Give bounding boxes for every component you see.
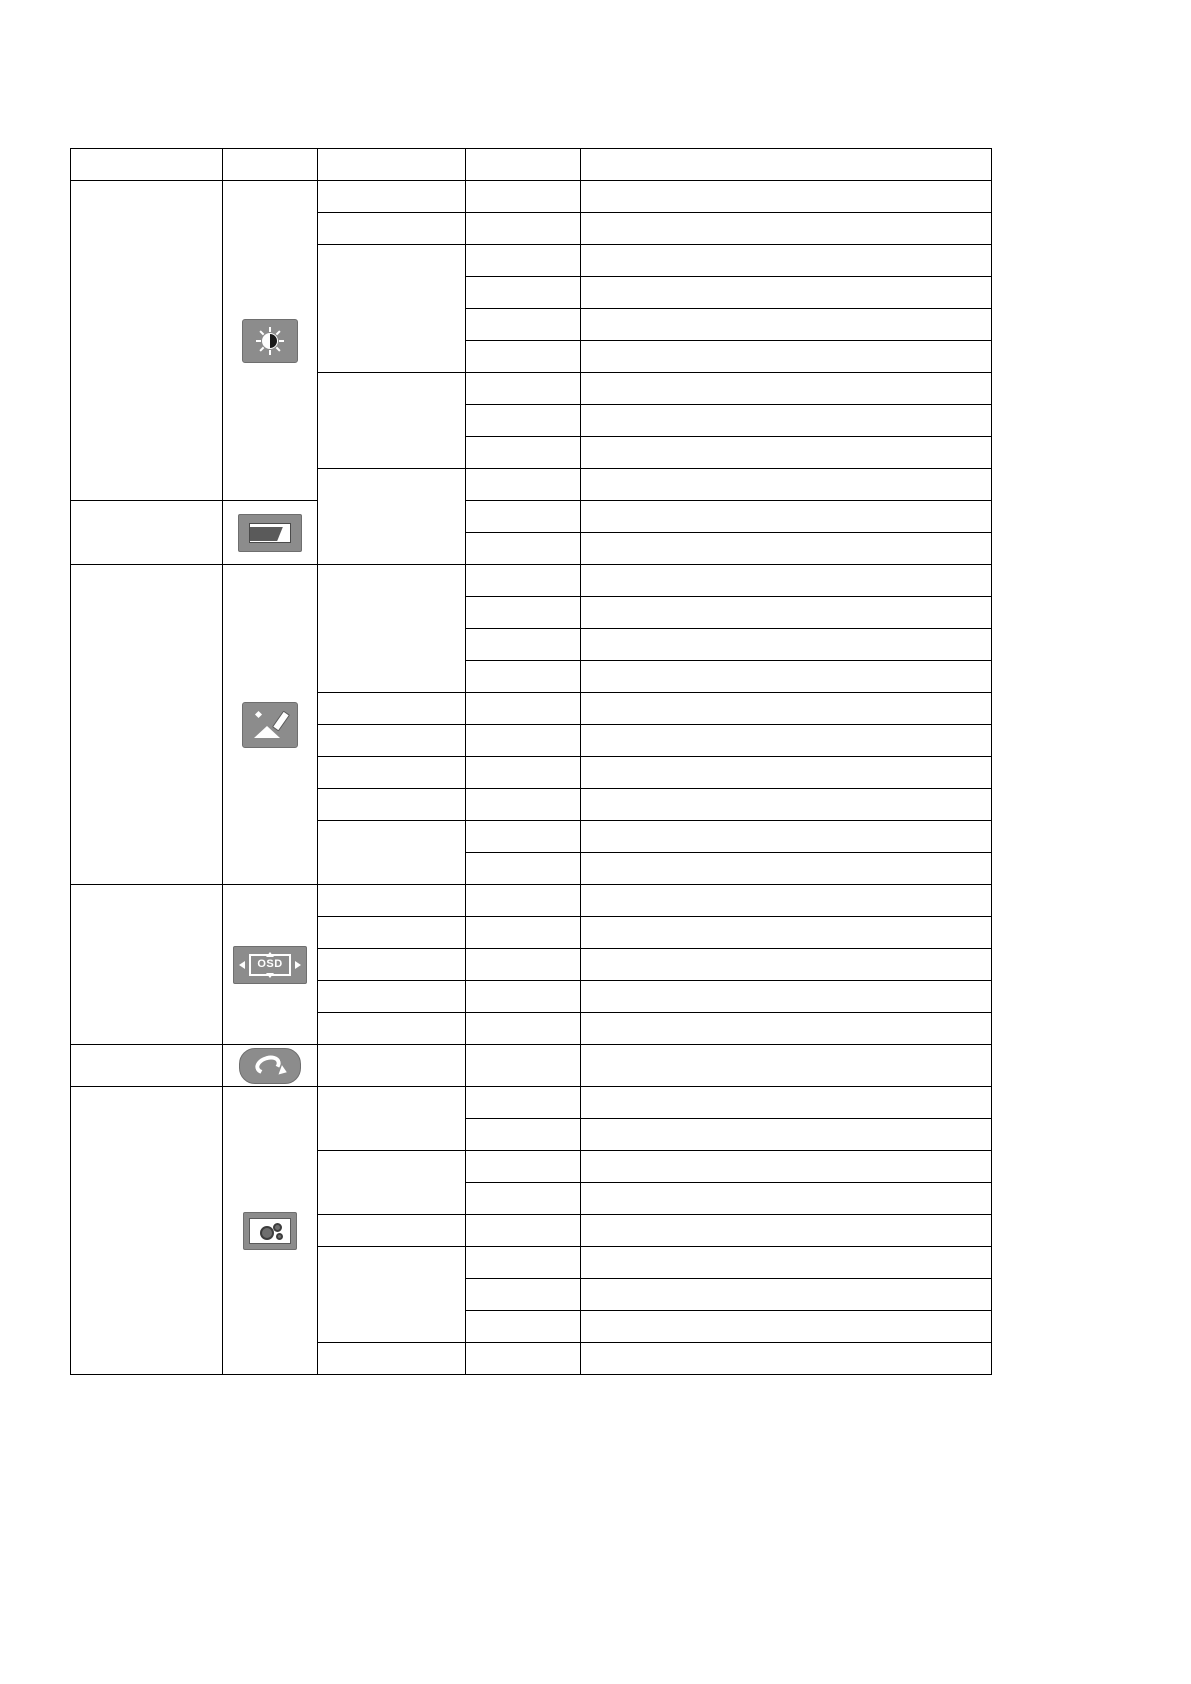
header-cell-menu — [71, 149, 223, 181]
table-row — [71, 501, 992, 533]
submenu-cell — [318, 181, 466, 213]
submenu-cell — [318, 917, 466, 949]
option-cell — [466, 725, 581, 757]
description-cell — [581, 917, 992, 949]
option-cell — [466, 1183, 581, 1215]
description-cell — [581, 405, 992, 437]
description-cell — [581, 1279, 992, 1311]
description-cell — [581, 661, 992, 693]
option-cell — [466, 277, 581, 309]
submenu-cell — [318, 1045, 466, 1087]
option-cell — [466, 565, 581, 597]
description-cell — [581, 437, 992, 469]
option-cell — [466, 341, 581, 373]
table-row — [71, 1087, 992, 1119]
option-cell — [466, 437, 581, 469]
option-cell — [466, 1279, 581, 1311]
table-header-row — [71, 149, 992, 181]
option-cell — [466, 1119, 581, 1151]
submenu-cell — [318, 789, 466, 821]
option-cell — [466, 885, 581, 917]
description-cell — [581, 245, 992, 277]
option-cell — [466, 789, 581, 821]
option-cell — [466, 405, 581, 437]
submenu-cell — [318, 565, 466, 693]
description-cell — [581, 213, 992, 245]
menu-label-image-setup — [71, 501, 223, 565]
option-cell — [466, 1215, 581, 1247]
submenu-cell — [318, 1087, 466, 1151]
description-cell — [581, 501, 992, 533]
table-row — [71, 565, 992, 597]
color-adjust-icon — [242, 702, 298, 748]
option-cell — [466, 757, 581, 789]
header-cell-icon — [223, 149, 318, 181]
option-cell — [466, 469, 581, 501]
description-cell — [581, 469, 992, 501]
menu-label-options — [71, 1087, 223, 1375]
description-cell — [581, 181, 992, 213]
menu-icon-cell-image-setup — [223, 501, 318, 565]
option-cell — [466, 245, 581, 277]
description-cell — [581, 853, 992, 885]
description-cell — [581, 789, 992, 821]
option-cell — [466, 1087, 581, 1119]
menu-icon-cell-input-select — [223, 1045, 318, 1087]
description-cell — [581, 373, 992, 405]
option-cell — [466, 1311, 581, 1343]
option-cell — [466, 949, 581, 981]
submenu-cell — [318, 1013, 466, 1045]
description-cell — [581, 341, 992, 373]
table-row — [71, 1045, 992, 1087]
description-cell — [581, 757, 992, 789]
description-cell — [581, 1343, 992, 1375]
table-row — [71, 885, 992, 917]
description-cell — [581, 1119, 992, 1151]
submenu-cell — [318, 885, 466, 917]
option-cell — [466, 1247, 581, 1279]
description-cell — [581, 725, 992, 757]
description-cell — [581, 693, 992, 725]
menu-icon-cell-osd-setup — [223, 885, 318, 1045]
option-cell — [466, 693, 581, 725]
description-cell — [581, 1045, 992, 1087]
submenu-cell — [318, 213, 466, 245]
submenu-cell — [318, 949, 466, 981]
option-cell — [466, 533, 581, 565]
option-cell — [466, 1045, 581, 1087]
description-cell — [581, 821, 992, 853]
description-cell — [581, 949, 992, 981]
option-cell — [466, 309, 581, 341]
option-cell — [466, 1013, 581, 1045]
submenu-cell — [318, 1343, 466, 1375]
submenu-cell — [318, 245, 466, 373]
submenu-cell — [318, 693, 466, 725]
submenu-cell — [318, 757, 466, 789]
description-cell — [581, 981, 992, 1013]
description-cell — [581, 1215, 992, 1247]
option-cell — [466, 501, 581, 533]
option-cell — [466, 629, 581, 661]
option-cell — [466, 597, 581, 629]
description-cell — [581, 277, 992, 309]
description-cell — [581, 1183, 992, 1215]
submenu-cell — [318, 981, 466, 1013]
option-cell — [466, 917, 581, 949]
description-cell — [581, 597, 992, 629]
osd-setup-icon: OSD — [233, 946, 307, 984]
submenu-cell — [318, 373, 466, 469]
option-cell — [466, 981, 581, 1013]
option-cell — [466, 373, 581, 405]
description-cell — [581, 1247, 992, 1279]
osd-menu-table — [70, 148, 992, 1375]
options-gears-icon — [243, 1212, 297, 1250]
menu-label-input-select — [71, 1045, 223, 1087]
image-setup-icon — [238, 514, 302, 552]
submenu-cell — [318, 1247, 466, 1343]
header-cell-option — [466, 149, 581, 181]
description-cell — [581, 1151, 992, 1183]
option-cell — [466, 661, 581, 693]
submenu-cell — [318, 725, 466, 757]
description-cell — [581, 309, 992, 341]
description-cell — [581, 1013, 992, 1045]
header-cell-submenu — [318, 149, 466, 181]
table-row — [71, 181, 992, 213]
menu-label-osd-setup — [71, 885, 223, 1045]
submenu-cell — [318, 1215, 466, 1247]
option-cell — [466, 1343, 581, 1375]
option-cell — [466, 213, 581, 245]
header-cell-description — [581, 149, 992, 181]
submenu-cell — [318, 469, 466, 565]
description-cell — [581, 1087, 992, 1119]
option-cell — [466, 853, 581, 885]
menu-icon-cell-options — [223, 1087, 318, 1375]
menu-icon-cell-image-color — [223, 565, 318, 885]
option-cell — [466, 821, 581, 853]
input-switch-icon — [239, 1048, 301, 1084]
description-cell — [581, 885, 992, 917]
description-cell — [581, 565, 992, 597]
option-cell — [466, 181, 581, 213]
brightness-contrast-icon — [242, 319, 298, 363]
menu-icon-cell-brightness-contrast — [223, 181, 318, 501]
submenu-cell — [318, 1151, 466, 1215]
option-cell — [466, 1151, 581, 1183]
description-cell — [581, 1311, 992, 1343]
menu-label-brightness-contrast — [71, 181, 223, 501]
submenu-cell — [318, 821, 466, 885]
description-cell — [581, 629, 992, 661]
menu-label-image-color — [71, 565, 223, 885]
description-cell — [581, 533, 992, 565]
